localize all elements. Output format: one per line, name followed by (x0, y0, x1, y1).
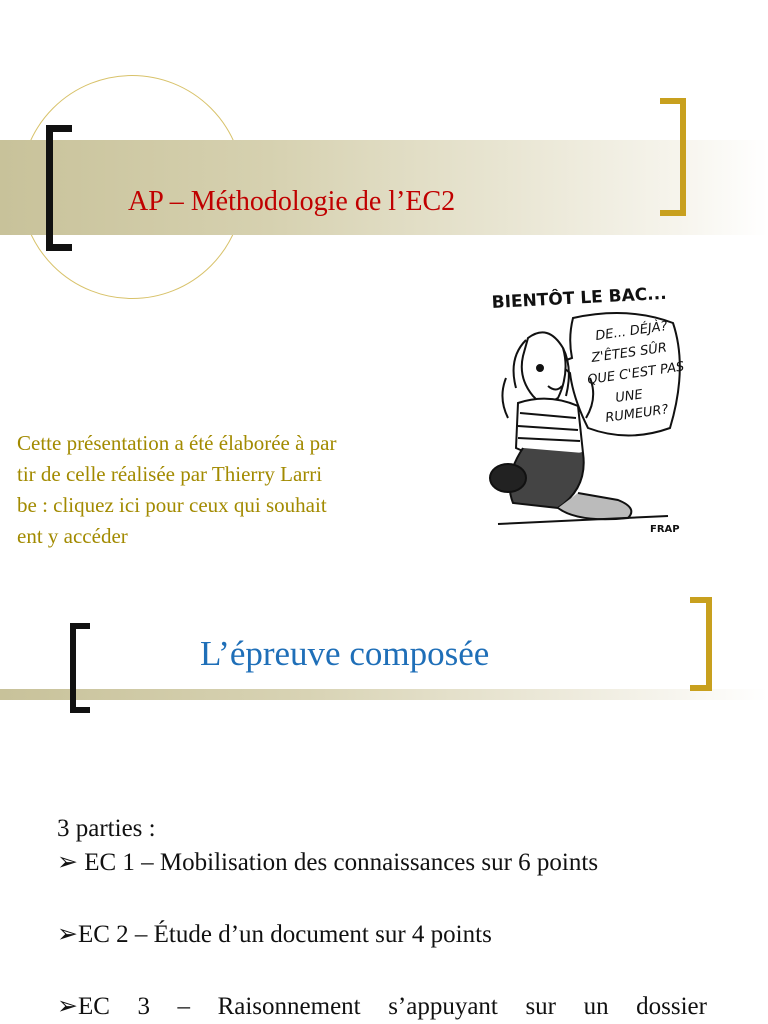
slide-title: L’épreuve composée (200, 634, 490, 673)
cartoon-signature: FRAP (650, 524, 680, 535)
intro-link-text[interactable] (17, 428, 417, 552)
arrow-bullet-icon: ➢ (57, 921, 78, 948)
intro-line: ent y accéder (17, 524, 128, 548)
arrow-bullet-icon: ➢ (57, 849, 85, 876)
speech-line-1: DE... DÉJÀ? (594, 319, 669, 344)
cartoon-caption: BIENTÔT LE BAC... (491, 283, 668, 313)
slide-title: AP – Méthodologie de l’EC2 (128, 186, 456, 217)
right-bracket (690, 597, 712, 691)
right-bracket (660, 98, 686, 216)
intro-line: Cette présentation a été élaborée à par (17, 431, 337, 455)
left-bracket (46, 125, 72, 251)
list-item: ➢EC 2 – Étude d’un document sur 4 points (57, 921, 492, 948)
left-bracket (70, 623, 90, 713)
intro-line: tir de celle réalisée par Thierry Larri (17, 462, 323, 486)
arrow-bullet-icon: ➢ (57, 993, 78, 1020)
title-underline-band (0, 689, 768, 700)
speech-line-5: RUMEUR? (604, 402, 670, 426)
intro-line: be : cliquez ici pour ceux qui souhait (17, 493, 327, 517)
speech-line-3: QUE C'EST PAS (586, 359, 686, 388)
slide-2 (0, 580, 768, 1024)
speech-line-4: UNE (614, 387, 644, 406)
slide-content (57, 812, 707, 1024)
cartoon-illustration (478, 278, 688, 546)
list-item: ➢ EC 1 – Mobilisation des connaissances sur 6 points (57, 849, 599, 876)
parts-heading: 3 parties : (57, 815, 156, 842)
speech-line-2: Z'ÊTES SÛR (590, 340, 668, 366)
list-item: ➢EC 3 – Raisonnement s’appuyant sur un dossier (57, 993, 707, 1020)
